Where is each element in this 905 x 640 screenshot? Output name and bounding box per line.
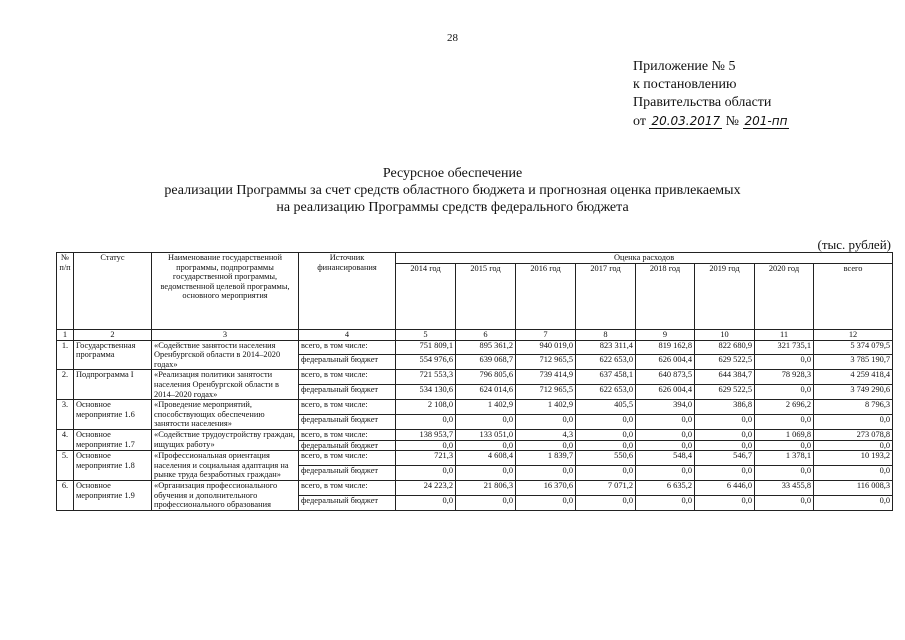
value-cell: 3 785 190,7 (814, 355, 893, 370)
value-cell: 33 455,8 (755, 480, 814, 495)
funding-source: всего, в том числе: (299, 400, 396, 415)
funding-source: федеральный бюджет (299, 355, 396, 370)
value-cell: 644 384,7 (695, 370, 755, 385)
value-cell: 622 653,0 (576, 355, 636, 370)
value-cell: 0,0 (755, 415, 814, 430)
value-cell: 2 108,0 (396, 400, 456, 415)
value-cell: 1 402,9 (456, 400, 516, 415)
row-status: Основное мероприятие 1.6 (74, 400, 152, 430)
column-number: 9 (636, 329, 695, 340)
value-cell: 0,0 (695, 466, 755, 481)
value-cell: 0,0 (576, 415, 636, 430)
value-cell: 639 068,7 (456, 355, 516, 370)
header-year: 2019 год (695, 263, 755, 329)
header-year: 2015 год (456, 263, 516, 329)
value-cell: 626 004,4 (636, 355, 695, 370)
column-number: 6 (456, 329, 516, 340)
value-cell: 546,7 (695, 451, 755, 466)
units-label: (тыс. рублей) (817, 237, 891, 252)
value-cell: 1 378,1 (755, 451, 814, 466)
funding-source: федеральный бюджет (299, 466, 396, 481)
value-cell: 0,0 (636, 429, 695, 440)
handwritten-number: 201-пп (744, 114, 788, 128)
funding-source: всего, в том числе: (299, 480, 396, 495)
funding-source: всего, в том числе: (299, 429, 396, 440)
table-row (57, 400, 893, 415)
value-cell: 0,0 (456, 415, 516, 430)
budget-table-body (57, 340, 893, 510)
value-cell: 940 019,0 (516, 340, 576, 355)
table-row (57, 451, 893, 466)
row-name: «Организация профессионального обучения и дополнительного профессионального образования (152, 480, 299, 510)
value-cell: 24 223,2 (396, 480, 456, 495)
value-cell: 895 361,2 (456, 340, 516, 355)
value-cell: 0,0 (695, 415, 755, 430)
column-number-row (57, 329, 893, 340)
value-cell: 133 051,0 (456, 429, 516, 440)
value-cell: 629 522,5 (695, 385, 755, 400)
row-status: Государственная программа (74, 340, 152, 370)
value-cell: 0,0 (516, 440, 576, 451)
value-cell: 637 458,1 (576, 370, 636, 385)
row-status: Основное мероприятие 1.8 (74, 451, 152, 481)
value-cell: 321 735,1 (755, 340, 814, 355)
row-number: 3. (57, 400, 74, 430)
header-year: 2014 год (396, 263, 456, 329)
row-name: «Содействие занятости населения Оренбургской области в 2014–2020 годах» (152, 340, 299, 370)
value-cell: 1 402,9 (516, 400, 576, 415)
value-cell: 1 839,7 (516, 451, 576, 466)
header-year: 2016 год (516, 263, 576, 329)
value-cell: 712 965,5 (516, 385, 576, 400)
value-cell: 822 680,9 (695, 340, 755, 355)
value-cell: 624 014,6 (456, 385, 516, 400)
funding-source: федеральный бюджет (299, 385, 396, 400)
number-prefix: № (725, 114, 740, 129)
value-cell: 534 130,6 (396, 385, 456, 400)
header-year: 2020 год (755, 263, 814, 329)
value-cell: 0,0 (636, 495, 695, 510)
column-number: 12 (814, 329, 893, 340)
value-cell: 0,0 (814, 495, 893, 510)
value-cell: 819 162,8 (636, 340, 695, 355)
value-cell: 0,0 (636, 440, 695, 451)
value-cell: 0,0 (814, 415, 893, 430)
title-line-1: Ресурсное обеспечение (382, 166, 523, 181)
value-cell: 0,0 (636, 415, 695, 430)
row-name: «Проведение мероприятий, способствующих обеспечению занятости населения» (152, 400, 299, 430)
value-cell: 0,0 (576, 440, 636, 451)
row-status: Подпрограмма I (74, 370, 152, 400)
appendix-line-1: Приложение № 5 (633, 59, 736, 74)
header-estimate: Оценка расходов (396, 253, 893, 264)
document-title (0, 165, 905, 216)
value-cell: 0,0 (755, 495, 814, 510)
header-year: 2017 год (576, 263, 636, 329)
header-year: всего (814, 263, 893, 329)
value-cell: 7 071,2 (576, 480, 636, 495)
header-num: № п/п (57, 253, 74, 330)
value-cell: 405,5 (576, 400, 636, 415)
value-cell: 739 414,9 (516, 370, 576, 385)
funding-source: федеральный бюджет (299, 415, 396, 430)
value-cell: 0,0 (814, 440, 893, 451)
row-status: Основное мероприятие 1.7 (74, 429, 152, 450)
value-cell: 0,0 (456, 466, 516, 481)
value-cell: 0,0 (396, 415, 456, 430)
appendix-line-3: Правительства области (633, 95, 772, 110)
value-cell: 712 965,5 (516, 355, 576, 370)
value-cell: 386,8 (695, 400, 755, 415)
value-cell: 0,0 (636, 466, 695, 481)
value-cell: 16 370,6 (516, 480, 576, 495)
page-number: 28 (447, 32, 458, 44)
value-cell: 273 078,8 (814, 429, 893, 440)
column-number: 8 (576, 329, 636, 340)
funding-source: всего, в том числе: (299, 370, 396, 385)
row-name: «Профессиональная ориентация населения и социальная адаптация на рынке труда безработных граждан» (152, 451, 299, 481)
value-cell: 0,0 (695, 495, 755, 510)
column-number: 5 (396, 329, 456, 340)
row-number: 4. (57, 429, 74, 450)
value-cell: 5 374 079,5 (814, 340, 893, 355)
table-row (57, 370, 893, 385)
table-row (57, 340, 893, 355)
value-cell: 721,3 (396, 451, 456, 466)
funding-source: всего, в том числе: (299, 340, 396, 355)
value-cell: 0,0 (755, 440, 814, 451)
value-cell: 823 311,4 (576, 340, 636, 355)
value-cell: 4,3 (516, 429, 576, 440)
column-number: 3 (152, 329, 299, 340)
column-number: 7 (516, 329, 576, 340)
value-cell: 0,0 (516, 495, 576, 510)
value-cell: 394,0 (636, 400, 695, 415)
appendix-block (633, 58, 893, 131)
value-cell: 0,0 (456, 440, 516, 451)
funding-source: федеральный бюджет (299, 495, 396, 510)
value-cell: 0,0 (695, 440, 755, 451)
value-cell: 0,0 (516, 466, 576, 481)
value-cell: 0,0 (755, 355, 814, 370)
value-cell: 0,0 (396, 440, 456, 451)
value-cell: 0,0 (695, 429, 755, 440)
value-cell: 0,0 (576, 466, 636, 481)
value-cell: 0,0 (576, 495, 636, 510)
value-cell: 0,0 (396, 466, 456, 481)
value-cell: 6 635,2 (636, 480, 695, 495)
row-name: «Реализация политики занятости населения Оренбургской области в 2014–2020 годах» (152, 370, 299, 400)
value-cell: 796 805,6 (456, 370, 516, 385)
value-cell: 3 749 290,6 (814, 385, 893, 400)
value-cell: 550,6 (576, 451, 636, 466)
row-number: 6. (57, 480, 74, 510)
appendix-line-2: к постановлению (633, 77, 737, 92)
row-status: Основное мероприятие 1.9 (74, 480, 152, 510)
row-number: 1. (57, 340, 74, 370)
header-year: 2018 год (636, 263, 695, 329)
value-cell: 1 069,8 (755, 429, 814, 440)
column-number: 2 (74, 329, 152, 340)
table-row (57, 429, 893, 440)
value-cell: 0,0 (814, 466, 893, 481)
title-line-2: реализации Программы за счет средств областного бюджета и прогнозная оценка привлекаемых (164, 183, 741, 198)
value-cell: 138 953,7 (396, 429, 456, 440)
header-source: Источник финансирования (299, 253, 396, 330)
funding-source: всего, в том числе: (299, 451, 396, 466)
value-cell: 6 446,0 (695, 480, 755, 495)
value-cell: 0,0 (396, 495, 456, 510)
value-cell: 4 608,4 (456, 451, 516, 466)
value-cell: 10 193,2 (814, 451, 893, 466)
column-number: 10 (695, 329, 755, 340)
value-cell: 78 928,3 (755, 370, 814, 385)
date-prefix: от (633, 114, 646, 129)
value-cell: 554 976,6 (396, 355, 456, 370)
value-cell: 4 259 418,4 (814, 370, 893, 385)
value-cell: 640 873,5 (636, 370, 695, 385)
value-cell: 0,0 (576, 429, 636, 440)
value-cell: 626 004,4 (636, 385, 695, 400)
value-cell: 0,0 (755, 385, 814, 400)
value-cell: 8 796,3 (814, 400, 893, 415)
value-cell: 548,4 (636, 451, 695, 466)
value-cell: 0,0 (456, 495, 516, 510)
row-name: «Содействие трудоустройству граждан, ищущих работу» (152, 429, 299, 450)
column-number: 1 (57, 329, 74, 340)
value-cell: 629 522,5 (695, 355, 755, 370)
value-cell: 751 809,1 (396, 340, 456, 355)
title-line-3: на реализацию Программы средств федерального бюджета (276, 200, 629, 215)
row-number: 5. (57, 451, 74, 481)
value-cell: 0,0 (755, 466, 814, 481)
row-number: 2. (57, 370, 74, 400)
column-number: 4 (299, 329, 396, 340)
budget-table (56, 252, 893, 511)
appendix-date-line (633, 112, 893, 131)
table-row (57, 480, 893, 495)
value-cell: 2 696,2 (755, 400, 814, 415)
value-cell: 21 806,3 (456, 480, 516, 495)
value-cell: 622 653,0 (576, 385, 636, 400)
handwritten-date: 20.03.2017 (651, 114, 721, 128)
header-name: Наименование государственной программы, подпрограммы государственной программы, ведомственной целевой программы, основного мероприятия (152, 253, 299, 330)
header-status: Статус (74, 253, 152, 330)
value-cell: 721 553,3 (396, 370, 456, 385)
column-number: 11 (755, 329, 814, 340)
value-cell: 116 008,3 (814, 480, 893, 495)
funding-source: федеральный бюджет (299, 440, 396, 451)
value-cell: 0,0 (516, 415, 576, 430)
table-header-row (57, 253, 893, 264)
